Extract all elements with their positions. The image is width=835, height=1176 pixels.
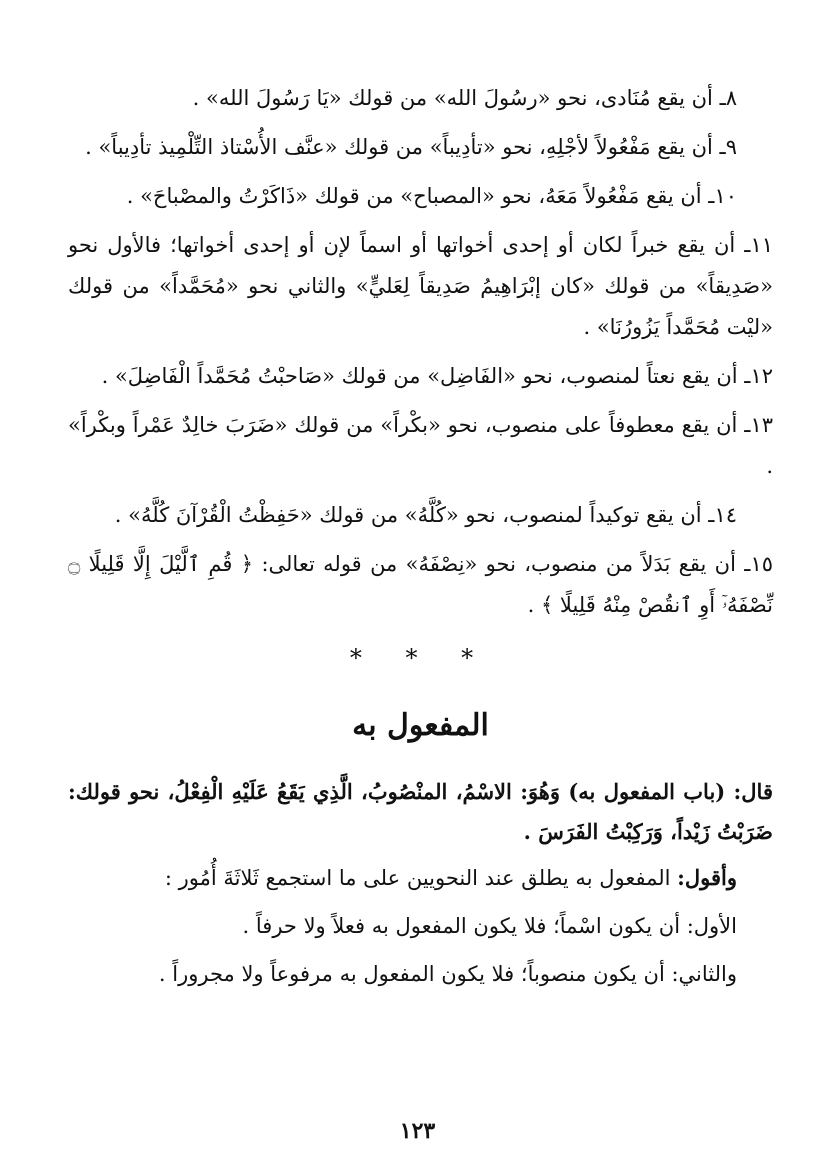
list-item-15: ١٥ـ أن يقع بَدَلاً من منصوب، نحو «نِصْفَهُ» من قوله تعالى: ﴿ قُمِ ٱلَّيْلَ إِلَّا قَلِيلًا ۝ نِّصْفَهُۥٓ أَوِ ٱنقُصْ مِنْهُ قَلِيلًا ﴾ . (68, 552, 773, 617)
list-item-8: ٨ـ أن يقع مُنَادى، نحو «رسُولَ الله» من قولك «يَا رَسُولَ الله» . (192, 86, 737, 110)
author-quote: قال: (باب المفعول به) وَهُوَ: الاسْمُ، المنْصُوبُ، الَّذِي يَقَعُ عَلَيْهِ الْفِعْلُ، نحو قولك: ضَرَبْتُ زَيْداً، وَرَكِبْتُ الفَرَسَ . (68, 779, 773, 844)
list-item-14: ١٤ـ أن يقع توكيداً لمنصوب، نحو «كُلَّهُ» من قولك «حَفِظْتُ الْقُرْآنَ كُلَّهُ» . (114, 503, 737, 527)
condition-first: الأول: أن يكون اسْماً؛ فلا يكون المفعول به فعلاً ولا حرفاً . (242, 914, 737, 938)
commentary-lead: وأقول: (677, 865, 737, 890)
commentary-intro (68, 856, 773, 900)
section-heading: المفعول به (352, 708, 489, 743)
list-item-11: ١١ـ أن يقع خبراً لكان أو إحدى أخواتها أو اسماً لإن أو إحدى أخواتها؛ فالأول نحو «صَدِيقاً» من قولك «كان إبْرَاهِيمُ صَدِيقاً لِعَليٍّ» والثاني نحو «مُحَمَّداً» من قولك «ليْت مُحَمَّداً يَزُورُنَا» . (68, 233, 773, 339)
list-item-12: ١٢ـ أن يقع نعتاً لمنصوب، نحو «الفَاضِل» من قولك «صَاحبْتُ مُحَمَّداً الْفَاضِلَ» . (101, 364, 773, 388)
list-item-10: ١٠ـ أن يقع مَفْعُولاً مَعَهُ، نحو «المصباح» من قولك «ذَاكَرْتُ والمصْباحَ» . (126, 184, 737, 208)
page-number: ١٢٣ (399, 1118, 436, 1144)
condition-second: والثاني: أن يكون منصوباً؛ فلا يكون المفعول به مرفوعاً ولا مجروراً . (158, 962, 737, 986)
list-item-13: ١٣ـ أن يقع معطوفاً على منصوب، نحو «بكْراً» من قولك «ضَرَبَ خالِدٌ عَمْراً وبكْراً» . (68, 413, 773, 478)
commentary-intro-text: المفعول به يطلق عند النحويين على ما استجمع ثَلاثَةَ أُمُور : (164, 866, 678, 890)
section-divider-stars: * * * (349, 644, 492, 672)
list-item-9: ٩ـ أن يقع مَفْعُولاً لأجْلِهِ، نحو «تأدِيباً» من قولك «عنَّف الأُسْتاذ التِّلْمِيذ تأدِيباً» . (85, 135, 737, 159)
